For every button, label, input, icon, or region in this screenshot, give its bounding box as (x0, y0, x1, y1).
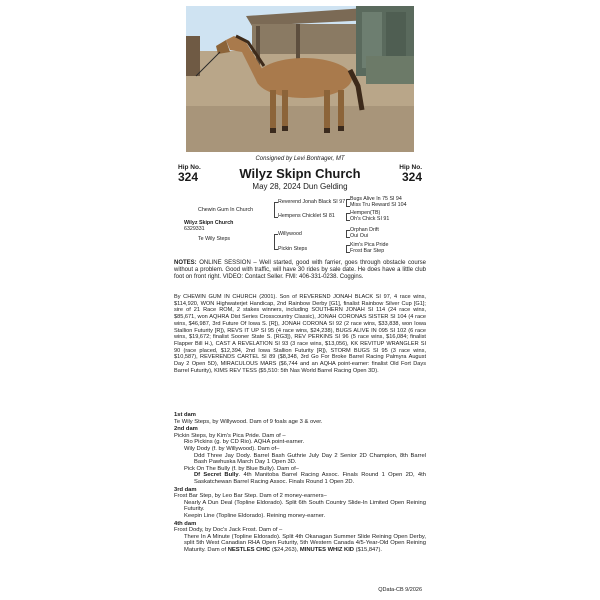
dam-dam: Pickin Steps (278, 246, 308, 252)
ggp-4: Oh's Chick SI 91 (350, 216, 390, 222)
produce-item: Keepin Line (Topline Eldorado). Reining money-earner. (184, 512, 326, 519)
produce-item (174, 472, 426, 485)
sire: Chewin Gum In Church (198, 207, 254, 213)
consignor-line: Consigned by Levi Bontrager, MT (255, 156, 345, 162)
dam-sire: Willywood (278, 231, 302, 237)
bracket-line (346, 245, 350, 253)
notes-label: NOTES: (174, 260, 197, 266)
horse-image (186, 6, 414, 152)
produce-item (174, 534, 426, 554)
sire-dam: Hempens Chicklet SI 81 (278, 213, 335, 219)
ggp-2: Miss Tru Reward SI 104 (350, 202, 407, 208)
produce-item: Ddd Three Jay Dody. Barrel Bash Guthrie July Day 2 Senior 2D Champion, 8th Barrel Bash Pawhuska March Day 1 Open 3D. (194, 452, 426, 466)
produce-detail: ($24,263), (270, 546, 300, 553)
ggp-8: Frost Bar Step (350, 248, 385, 254)
ggp-6: Oui Oui (350, 233, 368, 239)
first-dam-heading: 1st dam (174, 412, 196, 418)
second-dam-heading: 2nd dam (174, 426, 198, 433)
produce-bold-name: MINUTES WHIZ KID (299, 546, 354, 553)
hip-label-right: Hip No. (399, 164, 422, 171)
footer-code: QData-CB 9/2026 (378, 587, 422, 593)
bracket-line (346, 213, 350, 221)
sire-paragraph (174, 294, 426, 374)
ggp-3: Hempen(TB) (350, 210, 381, 216)
catalog-page (174, 4, 426, 598)
produce-item: Pick On The Bully (f. by Blue Bully). Dam of– (184, 465, 299, 472)
produce-bold-name: NESTLES CHIC (227, 546, 271, 553)
subject-name: Wilyz Skipn Church (184, 220, 234, 226)
produce-item: Rio Pickins (g. by CD Rio). AQHA point-earner. (184, 439, 305, 446)
sire-lead: By CHEWIN GUM IN CHURCH (2001). (174, 294, 277, 300)
produce-item: Wily Dody (f. by Willywood). Dam of– (184, 445, 280, 452)
notes-paragraph (174, 260, 426, 281)
bracket-line (274, 234, 278, 250)
notes-text: ONLINE SESSION – Well started, good with farrier, goes through obstacle course without a problem. Good with traffic, will have 30 rides by sale date. He does have a little club foot on front right. VIDEO: Contact Seller. FMI: 406-331-0238. Coggins. (174, 260, 426, 280)
bracket-line (274, 202, 278, 218)
hip-number-right: 324 (401, 170, 422, 184)
sire-text: Son of REVEREND JONAH BLACK SI 97, 4 race wins, $114,920, WON Highwaterjet Handicap, 2nd Rainbow Derby [G1], finalist Rainbow Silver Cup [G1]; sire of 21 Race ROM, 2 stakes winners, including SOUTHERN JONAH SI 114 (24 race wins, $85,671, won AQHRA Dist Series Crosscountry Classic), JONAH CORONAS SISTER SI 104 (4 race wins, $46,987, 3rd Future Of Iowa S. [R]), JONAH CORONA SI 92 (2 race wins, $33,838, won Iowa Stallion Futurity [R]), REVS IT UP SI 95 (4 race wins, $24,238), BUGS ALIVE IN 095 SI 102 (6 race wins, $19,672; finalist Sooner State S. [RG3]), REV PERKINS SI 96 (5 race wins, $16,084; finalist Flapper Bill H.), CAST A REVELATION SI 93 (3 race wins, $13,056), KK REVITUP WRANGLER SI 90 (race placed, $12,394, 2nd Iowa Stallion Futurity [R]), STORM BUGS SI 95 (3 race wins, $10,587), REVERENDS CARTEL SI 89 ($8,348, 3rd Go For Broke Barrel Racing Palmyra August Day 2 Open 5D), MIRACULOUS MARS ($6,744 and an AQHA point-earner: finalist Old Fort Days Barrel Futurity), KIMS REV TESS ($5,510: 5th Nas World Barrel Racing Open 3D). (174, 294, 426, 374)
produce-item: Nearly A Dun Deal (Topline Eldorado). Split 6th South Country Slide-In Limited Open Reining Futurity. (184, 499, 426, 513)
first-dam-text: Te Wily Steps, by Willywood. Dam of 9 foals age 3 & over. (174, 418, 323, 425)
horse-name: Wilyz Skipn Church (239, 166, 361, 181)
produce-detail: ($15,847). (354, 546, 383, 553)
horse-photo (186, 6, 414, 152)
third-dam-text: Frost Bar Step, by Leo Bar Step. Dam of 2 money-earners– (174, 493, 327, 500)
fourth-dam-heading: 4th dam (174, 520, 197, 527)
pedigree-chart (174, 196, 426, 258)
sire-sire: Reverend Jonah Black SI 97 (278, 199, 346, 205)
produce-detail: There In A Minute (Topline Eldorado). Split 4th Okanagan Summer Slide Reining Open Derby, split 5th West Canadian RHA Open Futurity, 5th Western Canada 4/5-Year-Old Open Reining Maturity. Dam of (184, 533, 426, 553)
foaling-info: May 28, 2024 Dun Gelding (252, 182, 348, 191)
subject-reg: 6329331 (184, 226, 205, 232)
fourth-dam-text: Frost Dody, by Doc's Jack Frost. Dam of – (174, 527, 283, 534)
third-dam-heading: 3rd dam (174, 486, 197, 493)
hip-number-left: 324 (178, 170, 199, 184)
produce-bold-name: Df Secret Bully (194, 472, 239, 479)
bracket-line (346, 199, 350, 207)
bracket-line (346, 230, 350, 238)
ggp-7: Kim's Pica Pride (350, 242, 389, 248)
hip-label-left: Hip No. (178, 164, 201, 171)
ggp-1: Bugs Alive In 75 SI 94 (350, 196, 402, 202)
produce-detail: . 4th Manitoba Barrel Racing Assoc. Finals Round 1 Open 2D, 4th Saskatchewan Barrel Racing Assoc. Finals Round 1 Open 2D. (194, 472, 426, 485)
ggp-5: Orphan Drift (350, 227, 379, 233)
dam: Te Wily Steps (198, 236, 231, 242)
second-dam-text: Pickin Steps, by Kim's Pica Pride. Dam of – (174, 432, 286, 439)
female-family (174, 411, 426, 553)
